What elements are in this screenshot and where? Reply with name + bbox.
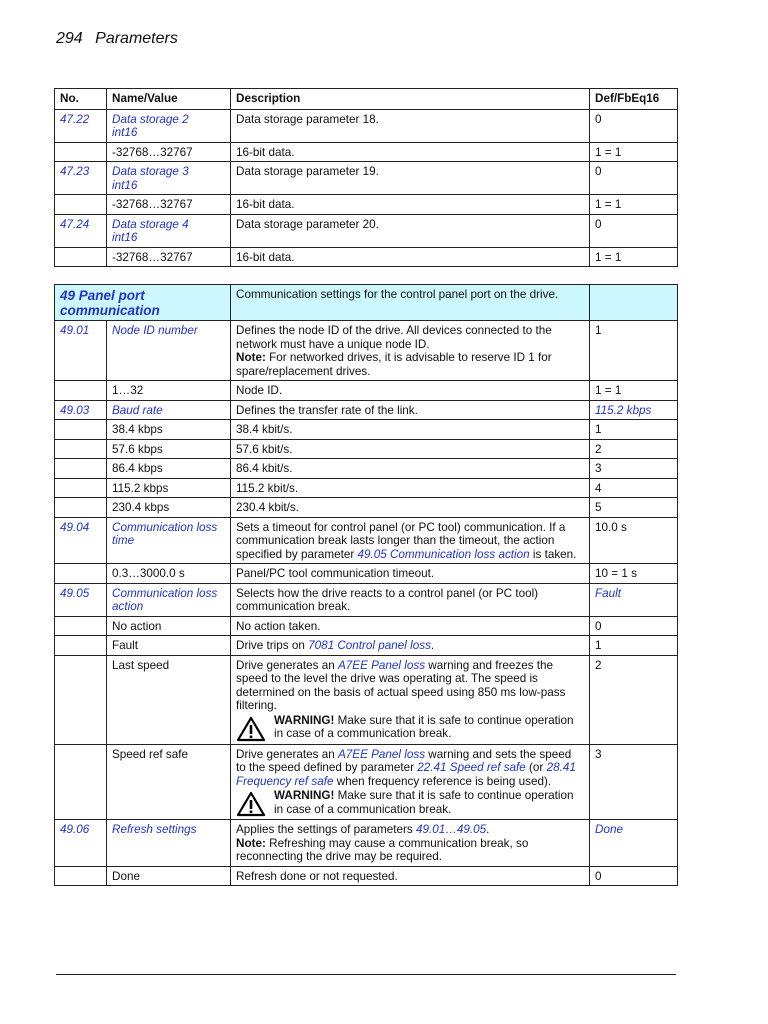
group-desc: Communication settings for the control panel port on the drive. bbox=[231, 285, 590, 321]
value-def: 1 = 1 bbox=[590, 142, 678, 162]
value-name: 57.6 kbps bbox=[107, 439, 231, 459]
value-name: Done bbox=[107, 866, 231, 886]
table-row bbox=[55, 517, 678, 564]
value-name: -32768…32767 bbox=[107, 195, 231, 215]
param-name[interactable]: Refresh settings bbox=[107, 820, 231, 867]
table-row bbox=[55, 439, 678, 459]
value-name: -32768…32767 bbox=[107, 247, 231, 267]
value-def: 1 = 1 bbox=[590, 381, 678, 401]
param-no[interactable]: 49.04 bbox=[55, 517, 107, 564]
value-desc: 115.2 kbit/s. bbox=[231, 478, 590, 498]
value-desc: Node ID. bbox=[231, 381, 590, 401]
value-name: Fault bbox=[107, 636, 231, 656]
group-title: 49 Panel port communication bbox=[55, 285, 231, 321]
param-def: 1 bbox=[590, 321, 678, 381]
param-desc: Data storage parameter 19. bbox=[231, 162, 590, 195]
param-no[interactable]: 49.01 bbox=[55, 321, 107, 381]
value-def: 2 bbox=[590, 655, 678, 744]
param-desc: Data storage parameter 18. bbox=[231, 109, 590, 142]
warning-triangle-icon bbox=[236, 791, 266, 817]
warning-block: WARNING! Make sure that it is safe to continue operation in case of a communication break. bbox=[236, 789, 584, 817]
section-title: Parameters bbox=[95, 30, 178, 47]
table-row bbox=[55, 564, 678, 584]
value-def: 3 bbox=[590, 459, 678, 479]
param-def: 0 bbox=[590, 109, 678, 142]
value-desc: 16-bit data. bbox=[231, 142, 590, 162]
value-name: 86.4 kbps bbox=[107, 459, 231, 479]
value-desc: Drive generates an A7EE Panel loss warning and freezes the speed to the level the drive was operating at. The speed is determined on the basis of actual speed using 850 ms low-pass filtering. WARNING! Make sure that it is safe to continue operation in case of a communication break. bbox=[231, 655, 590, 744]
param-link[interactable]: 49.05 Communication loss action bbox=[357, 547, 530, 561]
parameter-table-49 bbox=[54, 284, 678, 886]
table-row bbox=[55, 247, 678, 267]
group-header-row bbox=[55, 285, 678, 321]
param-no[interactable]: 49.03 bbox=[55, 400, 107, 420]
param-def[interactable]: Fault bbox=[590, 583, 678, 616]
table-row bbox=[55, 498, 678, 518]
value-desc: Drive generates an A7EE Panel loss warning and sets the speed to the speed defined by parameter 22.41 Speed ref safe (or 28.41 Frequency ref safe when frequency reference is being used). WARNING! Make sure that it is safe to continue operation in case of a communication break. bbox=[231, 744, 590, 820]
table-row bbox=[55, 459, 678, 479]
value-desc: Drive trips on 7081 Control panel loss. bbox=[231, 636, 590, 656]
param-no[interactable]: 47.23 bbox=[55, 162, 107, 195]
value-name: 1…32 bbox=[107, 381, 231, 401]
table-row bbox=[55, 583, 678, 616]
value-name: -32768…32767 bbox=[107, 142, 231, 162]
param-desc: Sets a timeout for control panel (or PC tool) communication. If a communication break lasts longer than the timeout, the action specified by parameter 49.05 Communication loss action is taken. bbox=[231, 517, 590, 564]
table-row bbox=[55, 321, 678, 381]
col-header-def: Def/FbEq16 bbox=[590, 89, 678, 110]
value-def: 4 bbox=[590, 478, 678, 498]
value-name: Last speed bbox=[107, 655, 231, 744]
warning-block: WARNING! Make sure that it is safe to continue operation in case of a communication break. bbox=[236, 714, 584, 742]
value-desc: 57.6 kbit/s. bbox=[231, 439, 590, 459]
value-def: 5 bbox=[590, 498, 678, 518]
param-def: 0 bbox=[590, 214, 678, 247]
param-name[interactable]: Node ID number bbox=[107, 321, 231, 381]
param-desc: Defines the node ID of the drive. All devices connected to the network must have a unique node ID. Note: For networked drives, it is advisable to reserve ID 1 for spare/replacement drives. bbox=[231, 321, 590, 381]
value-name: 115.2 kbps bbox=[107, 478, 231, 498]
param-name[interactable]: Data storage 3 int16 bbox=[107, 162, 231, 195]
param-link[interactable]: 28.41 Frequency ref safe bbox=[236, 761, 576, 788]
value-def: 1 = 1 bbox=[590, 247, 678, 267]
value-def: 2 bbox=[590, 439, 678, 459]
table-row bbox=[55, 616, 678, 636]
value-def: 3 bbox=[590, 744, 678, 820]
param-desc: Data storage parameter 20. bbox=[231, 214, 590, 247]
table-row bbox=[55, 142, 678, 162]
value-def: 0 bbox=[590, 866, 678, 886]
col-header-description: Description bbox=[231, 89, 590, 110]
value-desc: Panel/PC tool communication timeout. bbox=[231, 564, 590, 584]
value-desc: Refresh done or not requested. bbox=[231, 866, 590, 886]
value-def: 0 bbox=[590, 616, 678, 636]
value-desc: 86.4 kbit/s. bbox=[231, 459, 590, 479]
value-desc: 38.4 kbit/s. bbox=[231, 420, 590, 440]
param-name[interactable]: Communication loss action bbox=[107, 583, 231, 616]
table-row bbox=[55, 381, 678, 401]
value-def: 10 = 1 s bbox=[590, 564, 678, 584]
table-row bbox=[55, 420, 678, 440]
table-row bbox=[55, 109, 678, 142]
param-link[interactable]: 22.41 Speed ref safe bbox=[417, 761, 526, 774]
footer-rule bbox=[56, 974, 676, 975]
param-desc: Defines the transfer rate of the link. bbox=[231, 400, 590, 420]
warning-triangle-icon bbox=[236, 716, 266, 742]
param-no[interactable]: 49.06 bbox=[55, 820, 107, 867]
table-row bbox=[55, 820, 678, 867]
param-no[interactable]: 49.05 bbox=[55, 583, 107, 616]
col-header-no: No. bbox=[55, 89, 107, 110]
page-number: 294 bbox=[56, 30, 83, 47]
fault-link[interactable]: 7081 Control panel loss bbox=[308, 639, 431, 652]
value-name: Speed ref safe bbox=[107, 744, 231, 820]
table-row bbox=[55, 636, 678, 656]
value-desc: 16-bit data. bbox=[231, 247, 590, 267]
param-def: 10.0 s bbox=[590, 517, 678, 564]
value-desc: No action taken. bbox=[231, 616, 590, 636]
param-def[interactable]: 115.2 kbps bbox=[590, 400, 678, 420]
warning-link[interactable]: A7EE Panel loss bbox=[338, 658, 426, 672]
param-no[interactable]: 47.24 bbox=[55, 214, 107, 247]
value-name: 230.4 kbps bbox=[107, 498, 231, 518]
value-desc: 16-bit data. bbox=[231, 195, 590, 215]
param-desc: Applies the settings of parameters 49.01…49.05. Note: Refreshing may cause a communication break, so reconnecting the drive may be required. bbox=[231, 820, 590, 867]
value-name: 0.3…3000.0 s bbox=[107, 564, 231, 584]
param-name[interactable]: Baud rate bbox=[107, 400, 231, 420]
table-row bbox=[55, 478, 678, 498]
param-name[interactable]: Data storage 2 int16 bbox=[107, 109, 231, 142]
value-name: No action bbox=[107, 616, 231, 636]
page-header bbox=[56, 30, 178, 48]
table-row bbox=[55, 866, 678, 886]
table-row bbox=[55, 655, 678, 744]
param-desc: Selects how the drive reacts to a control panel (or PC tool) communication break. bbox=[231, 583, 590, 616]
param-name[interactable]: Data storage 4 int16 bbox=[107, 214, 231, 247]
warning-link[interactable]: A7EE Panel loss bbox=[338, 747, 426, 761]
value-name: 38.4 kbps bbox=[107, 420, 231, 440]
table-row bbox=[55, 400, 678, 420]
param-def[interactable]: Done bbox=[590, 820, 678, 867]
table-row bbox=[55, 195, 678, 215]
parameter-table-47 bbox=[54, 88, 678, 267]
value-def: 1 = 1 bbox=[590, 195, 678, 215]
table-row bbox=[55, 744, 678, 820]
table-header-row bbox=[55, 89, 678, 110]
value-def: 1 bbox=[590, 636, 678, 656]
param-link[interactable]: 49.01…49.05 bbox=[415, 823, 487, 836]
value-desc: 230.4 kbit/s. bbox=[231, 498, 590, 518]
table-row bbox=[55, 214, 678, 247]
param-name[interactable]: Communication loss time bbox=[107, 517, 231, 564]
value-def: 1 bbox=[590, 420, 678, 440]
param-no[interactable]: 47.22 bbox=[55, 109, 107, 142]
table-row bbox=[55, 162, 678, 195]
param-def: 0 bbox=[590, 162, 678, 195]
col-header-name: Name/Value bbox=[107, 89, 231, 110]
